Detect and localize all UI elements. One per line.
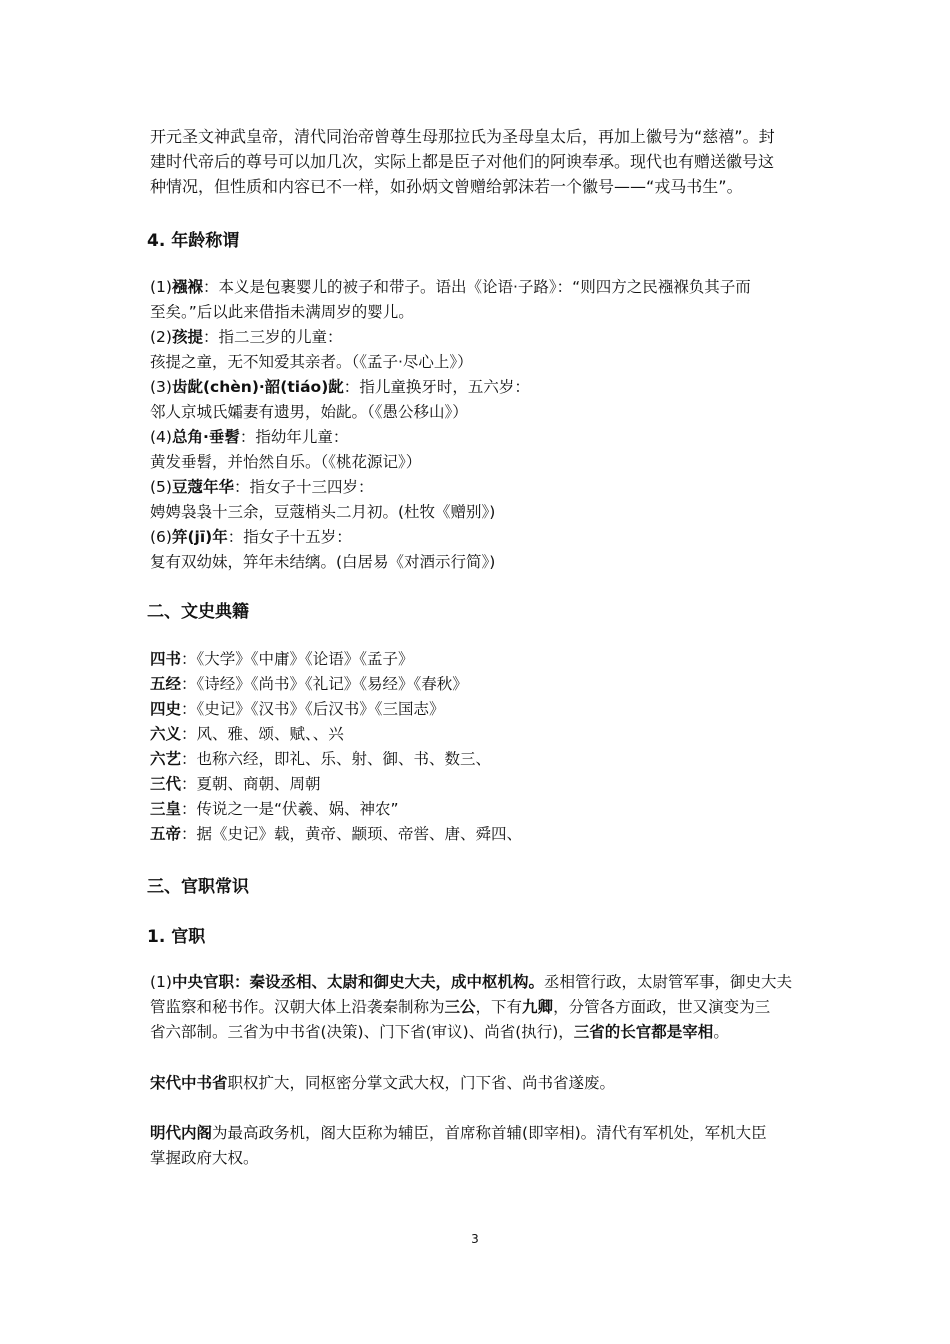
official-subheading: 1. 官职 [147, 927, 206, 947]
classics-text: ：据《史记》载，黄帝、颛顼、帝喾、唐、舜四、 [181, 825, 523, 843]
classics-term: 五帝 [150, 825, 182, 843]
age-list [150, 275, 810, 575]
age-definition: 指女子十五岁： [243, 528, 352, 546]
classics-term: 四史 [150, 700, 182, 718]
page-number: 3 [471, 1232, 479, 1246]
classics-item [150, 797, 522, 822]
classics-item [150, 697, 522, 722]
classics-item [150, 772, 522, 797]
central-officials-paragraph [150, 970, 805, 1045]
item-number: (4) [150, 428, 172, 446]
paragraph-line [150, 1121, 805, 1146]
separator: ： [202, 328, 219, 346]
paragraph-line [150, 1071, 805, 1096]
age-item-5 [150, 475, 810, 500]
official-heading: 三、官职常识 [147, 877, 249, 897]
age-item-1 [150, 275, 810, 300]
bold-phrase: 明代内阁 [150, 1124, 213, 1142]
bold-phrase: 中央官职：秦设丞相、太尉和御史大夫，成中枢机构。 [171, 973, 544, 991]
classics-term: 三皇 [150, 800, 182, 818]
age-term: 豆蔻年华 [171, 478, 234, 496]
item-number: (5) [150, 478, 172, 496]
classics-item [150, 747, 522, 772]
paragraph-text: 省六部制。三省为中书省(决策)、门下省(审议)、尚省(执行)， [150, 1023, 574, 1041]
bold-phrase: 三公 [444, 998, 476, 1016]
item-number: (1) [150, 278, 172, 296]
age-item-3 [150, 375, 810, 400]
age-definition: 本义是包裹婴儿的被子和带子。语出《论语·子路》：“则四方之民襁褓负其子而 [218, 278, 751, 296]
paragraph-text: 丞相管行政，太尉管军事，御史大夫 [543, 973, 792, 991]
age-example: 孩提之童，无不知爱其亲者。（《孟子·尽心上》） [150, 353, 473, 371]
separator: ： [239, 428, 256, 446]
ming-dynasty-paragraph [150, 1121, 805, 1171]
classics-heading: 二、文史典籍 [147, 602, 249, 622]
item-number: (1) [150, 973, 172, 991]
age-item-2 [150, 325, 810, 350]
classics-text: ：风、雅、颂、赋、、兴 [181, 725, 344, 743]
age-item-6 [150, 525, 810, 550]
classics-term: 四书 [150, 650, 182, 668]
item-number: (6) [150, 528, 172, 546]
separator: ： [343, 378, 360, 396]
classics-item [150, 647, 522, 672]
bold-phrase: 宋代中书省 [150, 1074, 228, 1092]
paragraph-line: 掌握政府大权。 [150, 1149, 259, 1167]
age-term: 齿龀(chèn)·韶(tiáo)龀 [171, 378, 344, 396]
paragraph-text: ，下有 [475, 998, 523, 1016]
classics-text: ：《诗经》《尚书》《礼记》《易经》《春秋》 [181, 675, 468, 693]
item-number: (3) [150, 378, 172, 396]
intro-line-3: 种情况，但性质和内容已不一样，如孙炳文曾赠给郭沫若一个徽号——“戎马书生”。 [150, 177, 743, 196]
paragraph-text: ，分管各方面政，世又演变为三 [553, 998, 771, 1016]
classics-term: 六义 [150, 725, 182, 743]
separator: ： [227, 528, 244, 546]
age-definition: 指二三岁的儿童： [218, 328, 343, 346]
paragraph-text: 管监察和秘书作。汉朝大体上沿袭秦制称为 [150, 998, 445, 1016]
classics-item [150, 822, 522, 847]
intro-line-1: 开元圣文神武皇帝，清代同治帝曾尊生母那拉氏为圣母皇太后，再加上徽号为“慈禧”。封 [150, 127, 775, 146]
classics-list [150, 647, 522, 847]
paragraph-text: 职权扩大，同枢密分掌文武大权，门下省、尚书省遂废。 [227, 1074, 616, 1092]
classics-item [150, 672, 522, 697]
classics-text: ：《史记》《汉书》《后汉书》《三国志》 [181, 700, 445, 718]
age-example: 复有双幼妹，笄年未结缡。(白居易《对酒示行简》) [150, 553, 496, 571]
item-number: (2) [150, 328, 172, 346]
intro-line-2: 建时代帝后的尊号可以加几次，实际上都是臣子对他们的阿谀奉承。现代也有赠送徽号这 [150, 152, 775, 171]
classics-text: ：也称六经，即礼、乐、射、御、书、数三、 [181, 750, 492, 768]
classics-item [150, 722, 522, 747]
age-term: 孩提 [171, 328, 203, 346]
age-item-1-continued: 至矣。”后以此来借指未满周岁的婴儿。 [150, 303, 414, 321]
paragraph-line [150, 970, 805, 995]
classics-term: 六艺 [150, 750, 182, 768]
age-example: 黄发垂髫，并怡然自乐。（《桃花源记》） [150, 453, 422, 471]
age-term: 总角·垂髫 [171, 428, 240, 446]
classics-term: 五经 [150, 675, 182, 693]
classics-text: ：夏朝、商朝、周朝 [181, 775, 321, 793]
bold-phrase: 九卿 [522, 998, 554, 1016]
intro-paragraph [150, 124, 805, 199]
age-definition: 指儿童换牙时，五六岁： [359, 378, 530, 396]
separator: ： [233, 478, 250, 496]
age-definition: 指女子十三四岁： [249, 478, 374, 496]
age-example: 娉娉袅袅十三余，豆蔻梢头二月初。(杜牧《赠别》) [150, 503, 496, 521]
age-item-4 [150, 425, 810, 450]
age-term: 笄(jī)年 [171, 528, 228, 546]
age-term: 襁褓 [171, 278, 203, 296]
paragraph-line [150, 1020, 805, 1045]
age-heading: 4. 年龄称谓 [147, 231, 240, 251]
classics-text: ：《大学》《中庸》《论语》《孟子》 [181, 650, 414, 668]
separator: ： [202, 278, 219, 296]
bold-phrase: 三省的长官都是宰相 [573, 1023, 714, 1041]
paragraph-text: 。 [713, 1023, 729, 1041]
paragraph-text: 为最高政务机，阁大臣称为辅臣，首席称首辅(即宰相)。清代有军机处，军机大臣 [212, 1124, 767, 1142]
age-example: 邻人京城氏孀妻有遗男，始龀。（《愚公移山》） [150, 403, 468, 421]
song-dynasty-paragraph [150, 1071, 805, 1096]
classics-text: ：传说之一是“伏羲、娲、神农” [181, 800, 399, 818]
paragraph-line [150, 995, 805, 1020]
age-definition: 指幼年儿童： [255, 428, 349, 446]
classics-term: 三代 [150, 775, 182, 793]
